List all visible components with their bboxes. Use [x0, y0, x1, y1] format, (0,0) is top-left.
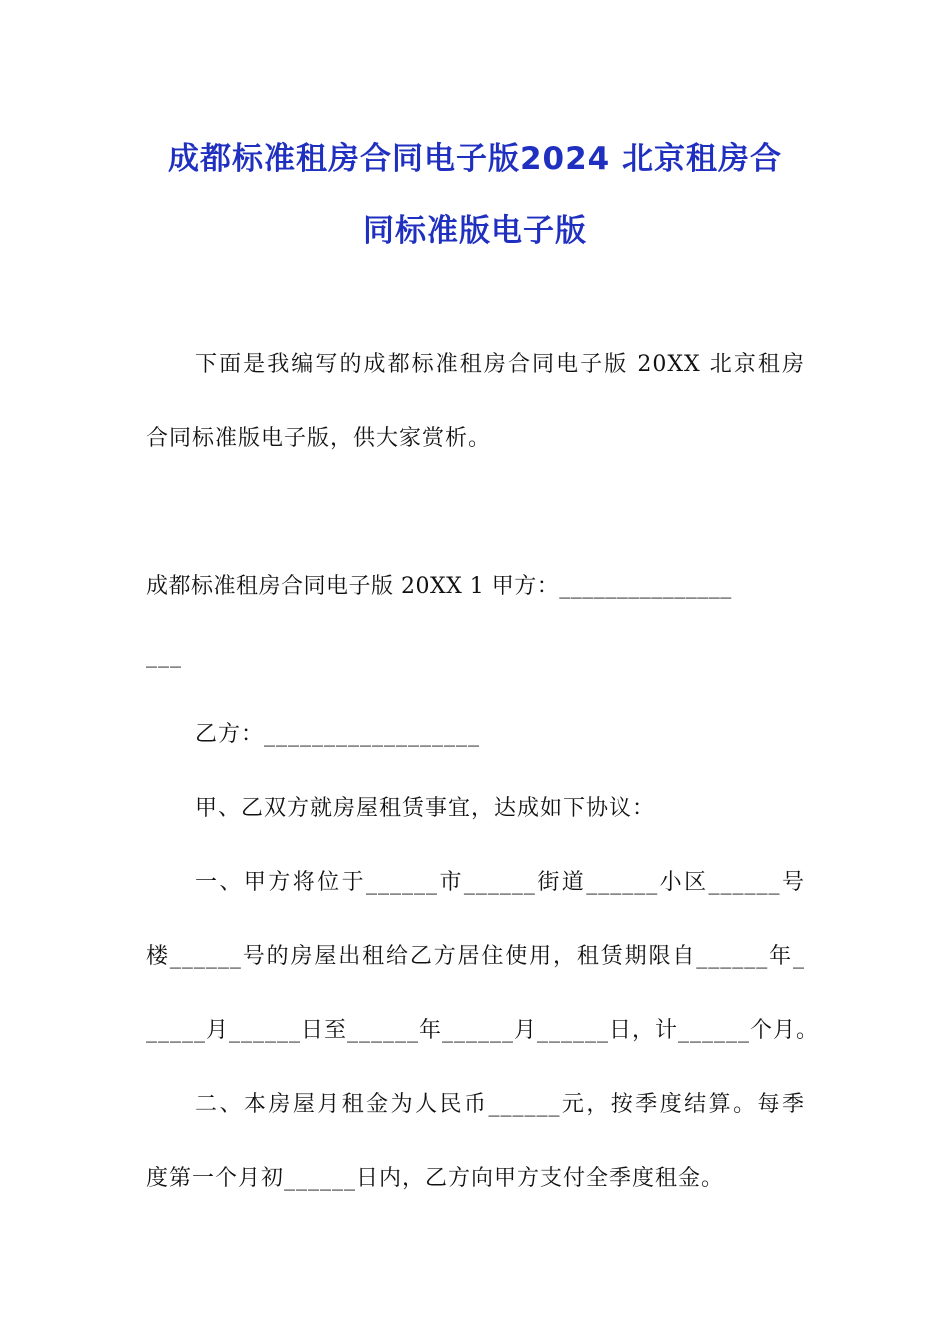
- party-b-line: 乙方：__________________: [195, 722, 481, 747]
- contract-heading-line: 成都标准租房合同电子版 20XX 1 甲方：_______________: [146, 574, 732, 599]
- document-title-line-2: 同标准版电子版: [363, 213, 587, 249]
- document-title-line-1: 成都标准租房合同电子版2024 北京租房合: [167, 141, 783, 177]
- clause-2-line-2: 度第一个月初______日内，乙方向甲方支付全季度租金。: [146, 1166, 725, 1191]
- clause-1-line-1: 一、甲方将位于______市______街道______小区______号: [195, 870, 805, 895]
- clause-1-line-2: 楼______号的房屋出租给乙方居住使用，租赁期限自______年_: [146, 944, 805, 969]
- intro-line-1: 下面是我编写的成都标准租房合同电子版 20XX 北京租房: [195, 352, 805, 377]
- clause-1-line-3: _____月______日至______年______月______日，计______个月。: [146, 1018, 820, 1043]
- agreement-line: 甲、乙双方就房屋租赁事宜，达成如下协议：: [195, 796, 656, 821]
- contract-heading-continuation: ___: [146, 643, 182, 668]
- clause-2-line-1: 二、本房屋月租金为人民币______元，按季度结算。每季: [195, 1092, 805, 1117]
- intro-line-2: 合同标准版电子版，供大家赏析。: [146, 426, 492, 451]
